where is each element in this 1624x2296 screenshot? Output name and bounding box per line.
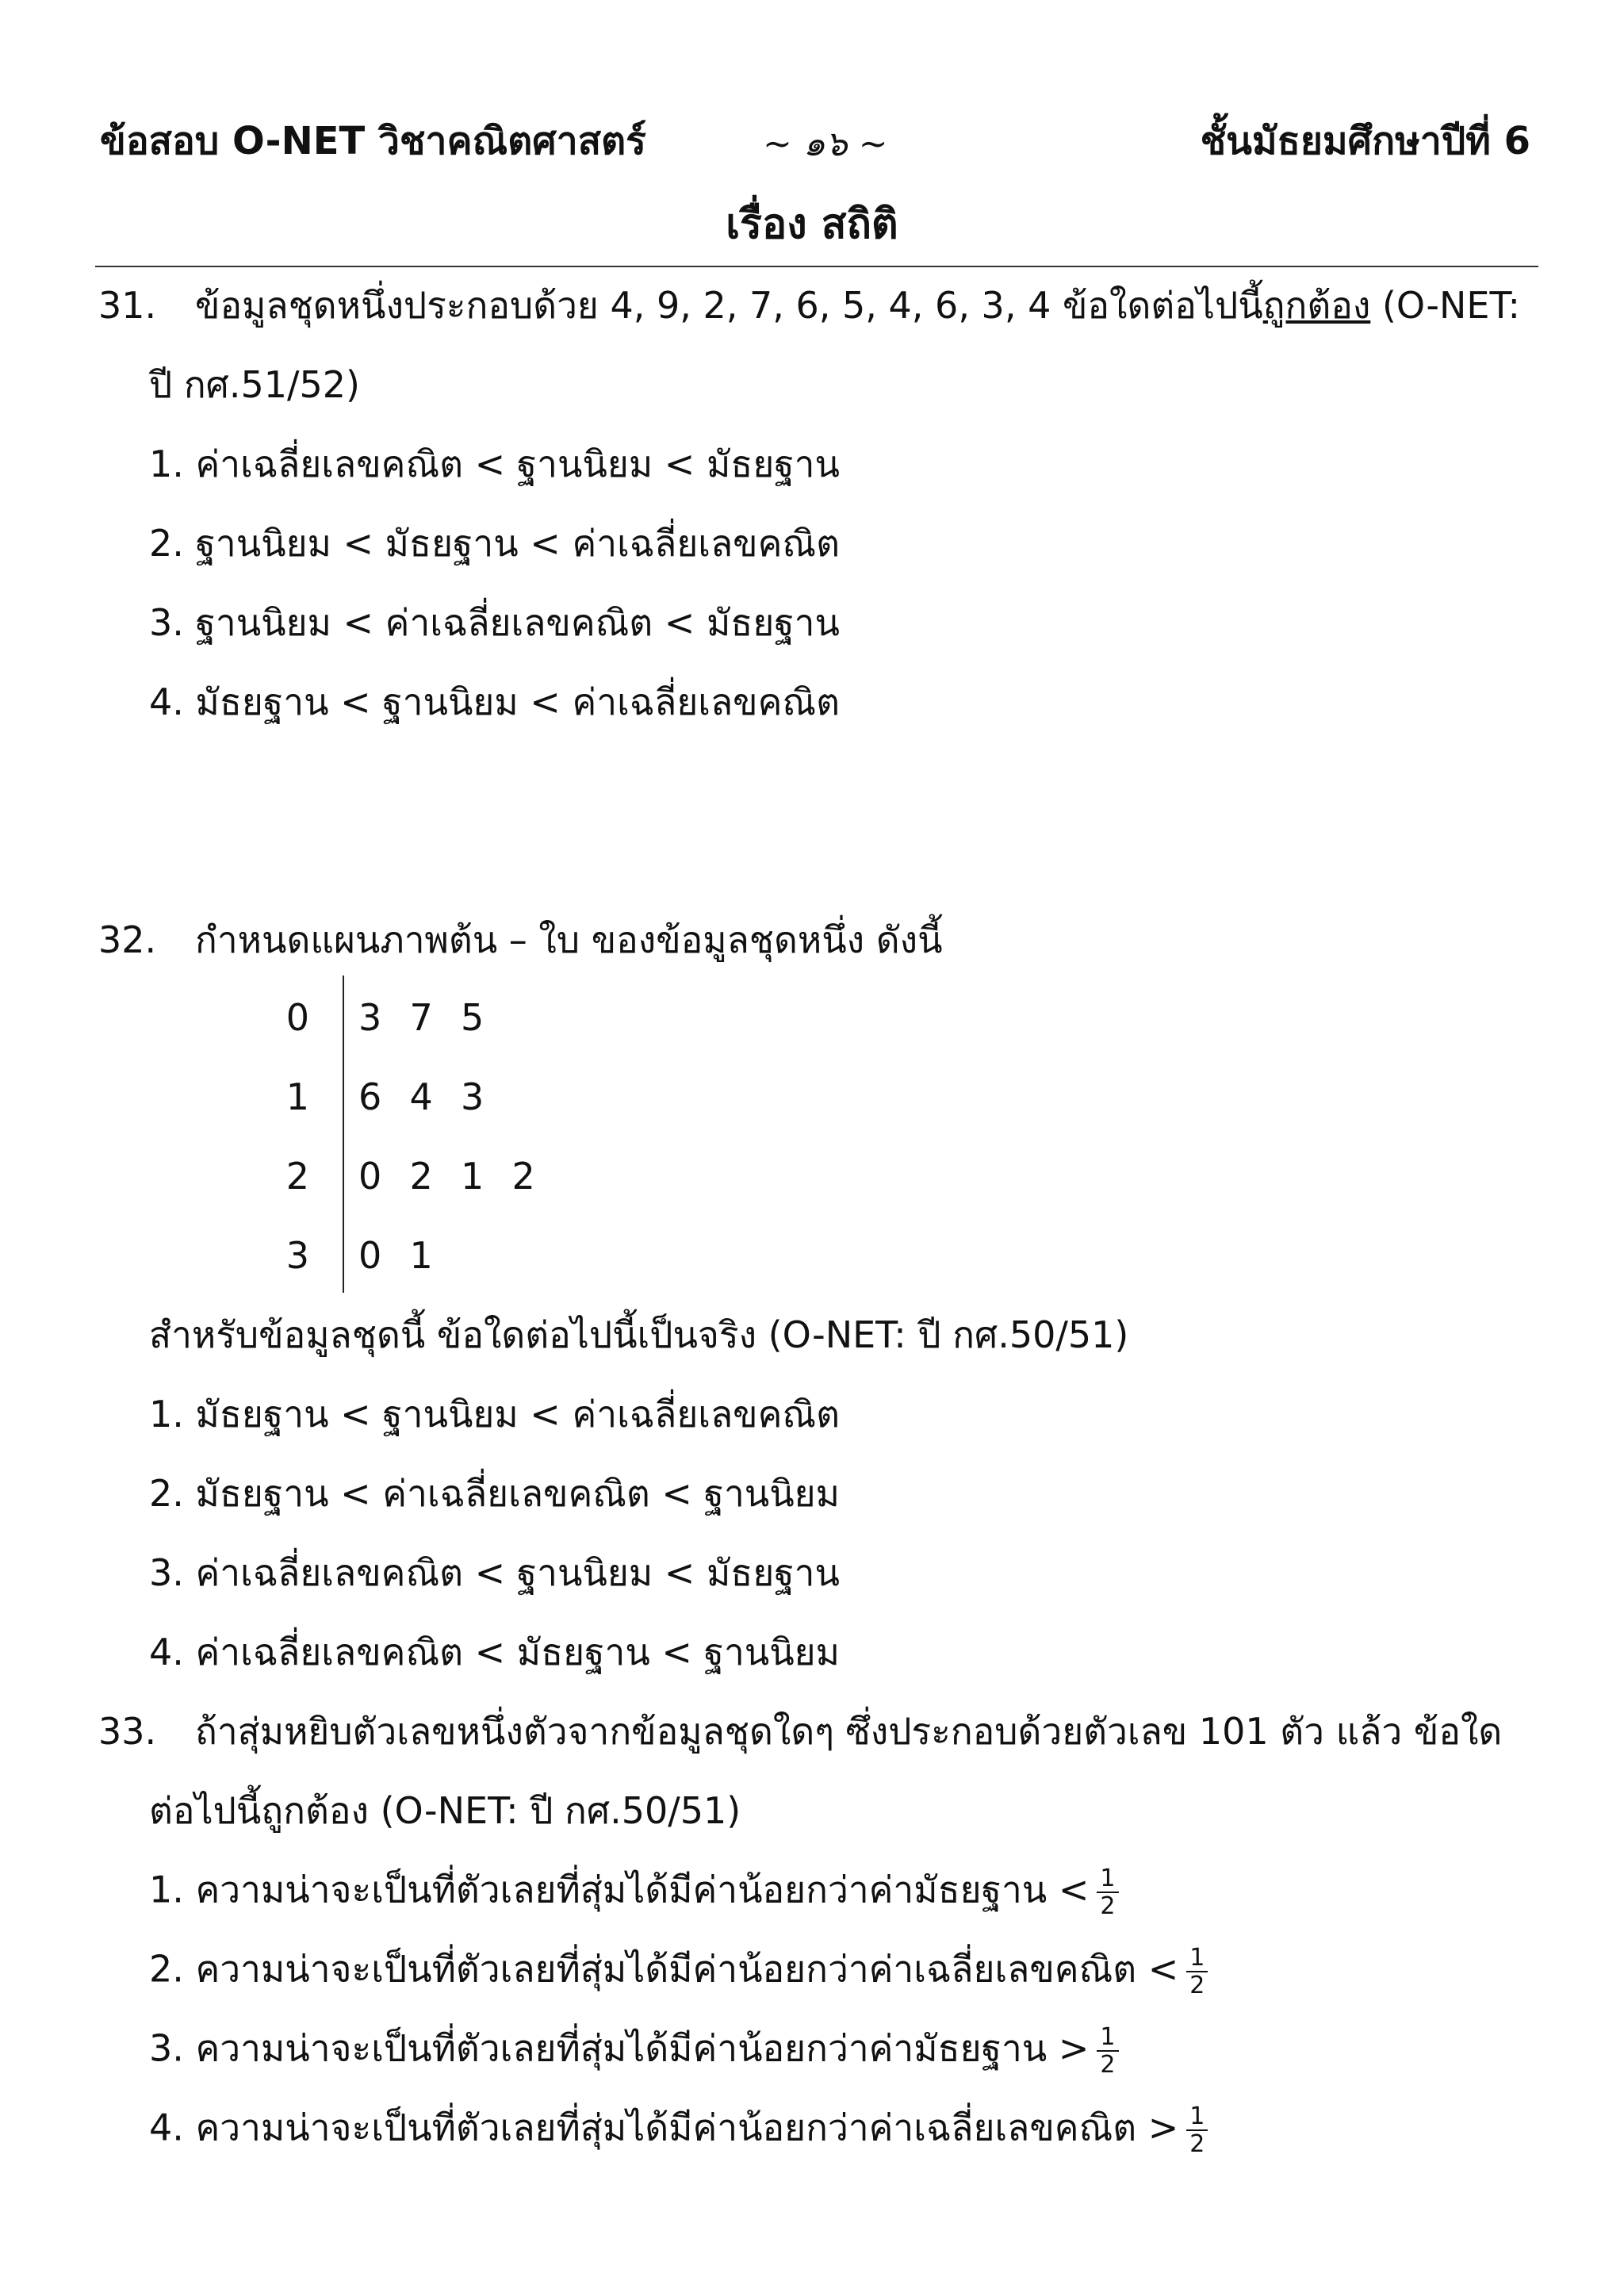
fraction-one-half xyxy=(1186,1945,1208,1999)
q31-text-a: ข้อมูลชุดหนึ่งประกอบด้วย 4, 9, 2, 7, 6, 5, 4, 6, 3, 4 ข้อใดต่อไปนี้ xyxy=(195,284,1263,327)
q32-choice-4: 4. ค่าเฉลี่ยเลขคณิต < มัธยฐาน < ฐานนิยม xyxy=(149,1631,840,1673)
leaf-values: 6 4 3 xyxy=(358,1075,486,1118)
q31-number: 31. xyxy=(98,284,157,327)
stem-value: 3 xyxy=(285,1234,309,1277)
fraction-one-half xyxy=(1097,2024,1118,2078)
q31-choice-3: 3. ฐานนิยม < ค่าเฉลี่ยเลขคณิต < มัธยฐาน xyxy=(149,601,840,644)
fraction-one-half xyxy=(1186,2103,1208,2157)
q31-text-underlined: ถูกต้อง xyxy=(1262,284,1371,327)
q33-choice-4 xyxy=(149,2103,1208,2157)
q32-text: กำหนดแผนภาพต้น – ใบ ของข้อมูลชุดหนึ่ง ดังนี้ xyxy=(195,918,943,961)
fraction-numerator: 1 xyxy=(1189,2102,1205,2130)
q33-choice-3 xyxy=(149,2024,1119,2078)
stem-leaf-divider xyxy=(343,976,344,1293)
fraction-one-half xyxy=(1097,1865,1118,1919)
q33-number: 33. xyxy=(98,1710,157,1753)
q32-choice-3: 3. ค่าเฉลี่ยเลขคณิต < ฐานนิยม < มัธยฐาน xyxy=(149,1551,840,1594)
leaf-values: 3 7 5 xyxy=(358,996,486,1039)
q32-prompt: สำหรับข้อมูลชุดนี้ ข้อใดต่อไปนี้เป็นจริง (O-NET: ปี กศ.50/51) xyxy=(149,1313,1129,1356)
q31-choice-1: 1. ค่าเฉลี่ยเลขคณิต < ฐานนิยม < มัธยฐาน xyxy=(149,443,840,485)
q33-choice-3-text: 3. ความน่าจะเป็นที่ตัวเลยที่สุ่มได้มีค่าน้อยกว่าค่ามัธยฐาน > xyxy=(149,2026,1090,2070)
topic-title: เรื่อง สถิติ xyxy=(726,201,898,248)
q31-choice-2: 2. ฐานนิยม < มัธยฐาน < ค่าเฉลี่ยเลขคณิต xyxy=(149,522,840,565)
leaf-values: 0 2 1 2 xyxy=(358,1155,537,1198)
fraction-denominator: 2 xyxy=(1097,1892,1118,1919)
header-page-number: ~ ๑๖ ~ xyxy=(763,124,888,164)
fraction-denominator: 2 xyxy=(1097,2050,1118,2078)
fraction-denominator: 2 xyxy=(1186,1971,1208,1999)
q33-text-continued: ต่อไปนี้ถูกต้อง (O-NET: ปี กศ.50/51) xyxy=(149,1789,741,1832)
stem-value: 1 xyxy=(285,1075,309,1118)
fraction-numerator: 1 xyxy=(1100,2023,1116,2051)
q32-number: 32. xyxy=(98,918,157,961)
q31-text-b: (O-NET: xyxy=(1370,284,1520,327)
q31-choice-4: 4. มัธยฐาน < ฐานนิยม < ค่าเฉลี่ยเลขคณิต xyxy=(149,680,840,723)
q33-choice-2-text: 2. ความน่าจะเป็นที่ตัวเลยที่สุ่มได้มีค่าน้อยกว่าค่าเฉลี่ยเลขคณิต < xyxy=(149,1947,1179,1991)
q33-choice-1-text: 1. ความน่าจะเป็นที่ตัวเลยที่สุ่มได้มีค่าน้อยกว่าค่ามัธยฐาน < xyxy=(149,1868,1090,1911)
q32-choice-1: 1. มัธยฐาน < ฐานนิยม < ค่าเฉลี่ยเลขคณิต xyxy=(149,1393,840,1435)
header-grade-level: ชั้นมัธยมศึกษาปีที่ 6 xyxy=(1200,119,1530,163)
header-exam-title: ข้อสอบ O-NET วิชาคณิตศาสตร์ xyxy=(100,119,646,163)
q31-text xyxy=(195,284,1520,328)
leaf-values: 0 1 xyxy=(358,1234,435,1277)
q32-choice-2: 2. มัธยฐาน < ค่าเฉลี่ยเลขคณิต < ฐานนิยม xyxy=(149,1472,840,1515)
fraction-numerator: 1 xyxy=(1100,1865,1116,1892)
fraction-numerator: 1 xyxy=(1189,1944,1205,1972)
q33-choice-4-text: 4. ความน่าจะเป็นที่ตัวเลยที่สุ่มได้มีค่าน้อยกว่าค่าเฉลี่ยเลขคณิต > xyxy=(149,2106,1179,2149)
q33-choice-2 xyxy=(149,1945,1208,1999)
stem-value: 2 xyxy=(285,1155,309,1198)
q31-text-continued: ปี กศ.51/52) xyxy=(149,363,361,406)
stem-value: 0 xyxy=(285,996,309,1039)
q33-text: ถ้าสุ่มหยิบตัวเลขหนึ่งตัวจากข้อมูลชุดใดๆ ซึ่งประกอบด้วยตัวเลข 101 ตัว แล้ว ข้อใด xyxy=(195,1710,1503,1753)
q33-choice-1 xyxy=(149,1865,1119,1919)
fraction-denominator: 2 xyxy=(1186,2129,1208,2157)
header-divider xyxy=(95,266,1538,267)
